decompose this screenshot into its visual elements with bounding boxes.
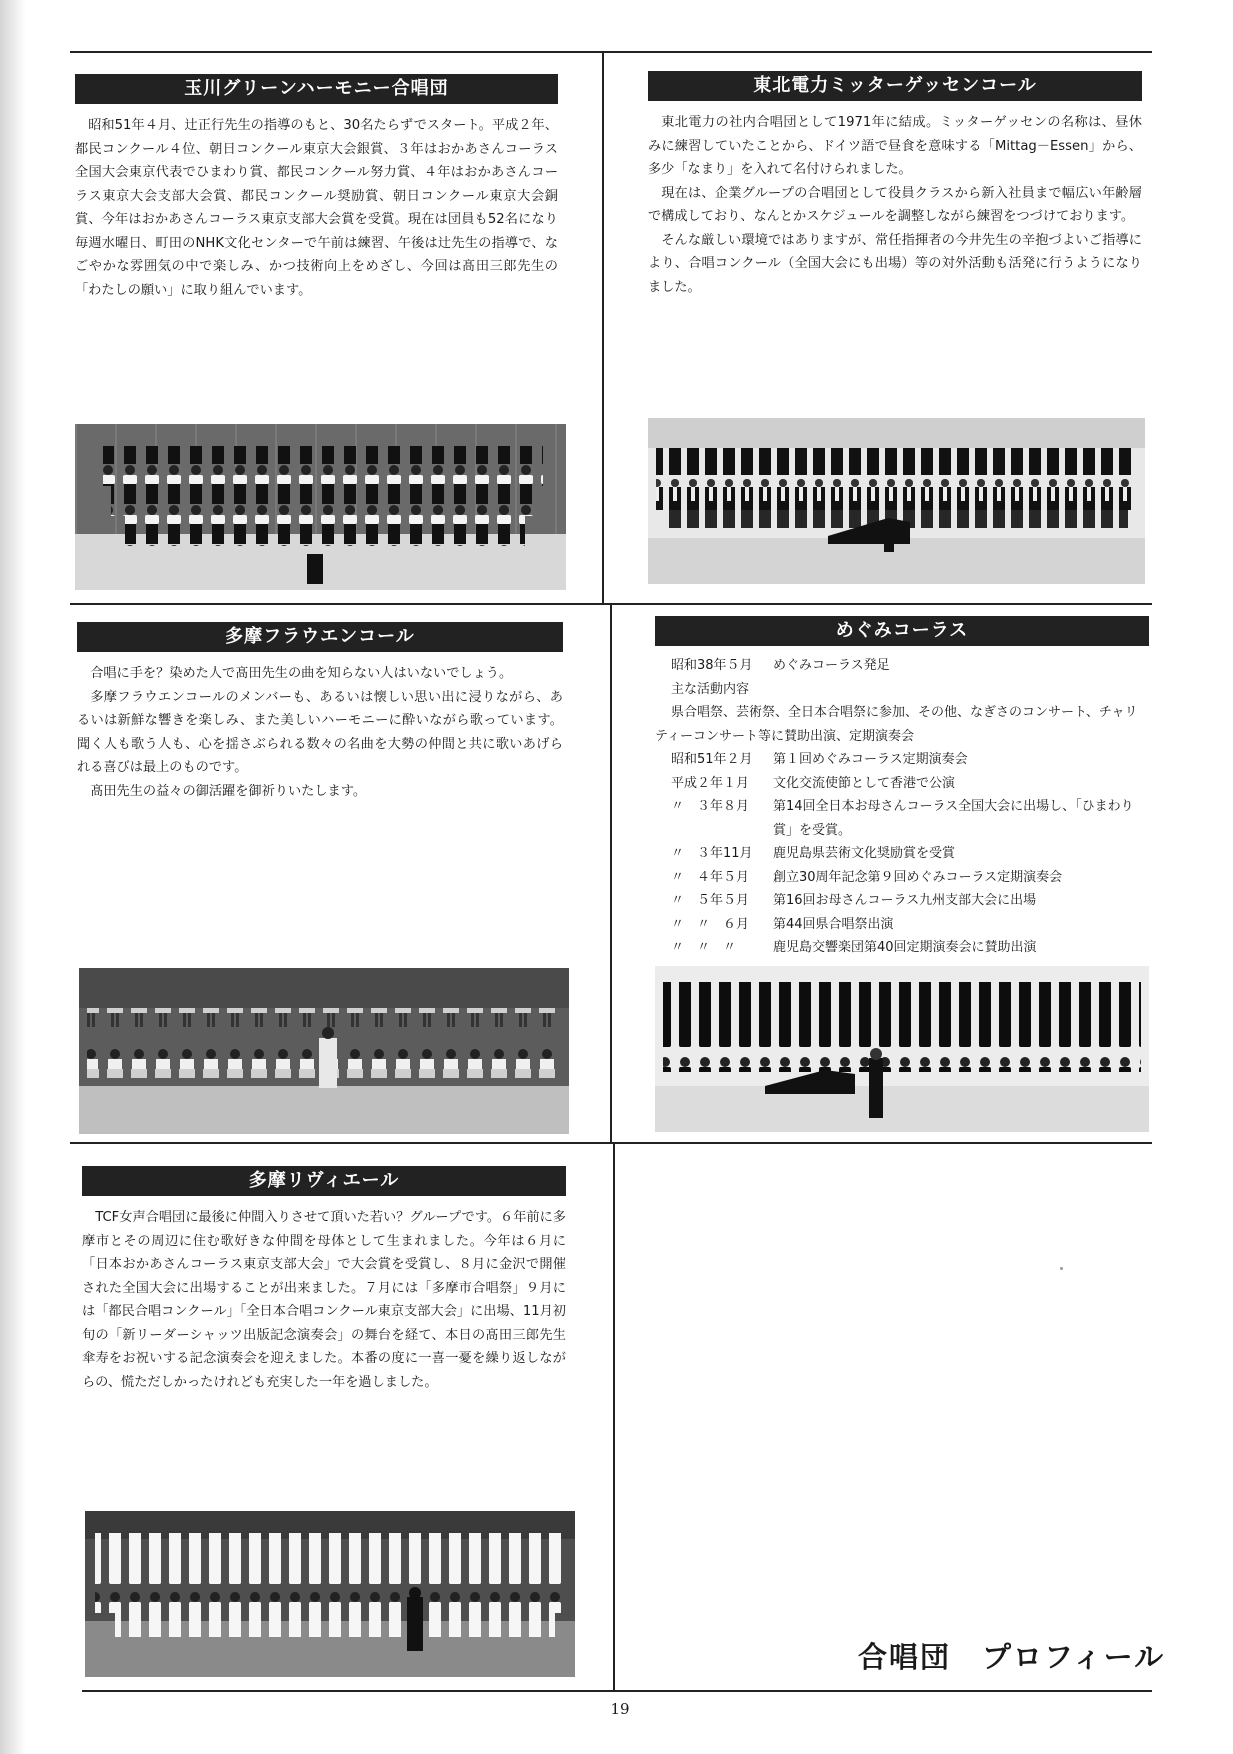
list-item [655, 913, 1149, 937]
paragraph: そんな厳しい環境ではありますが、常任指揮者の今井先生の辛抱づよいご指導により、合唱コンクール（全国大会にも出場）等の対外活動も活発に行うようになりました。 [648, 232, 1142, 295]
section-body [82, 1206, 566, 1394]
history-event: 第14回全日本お母さんコーラス全国大会に出場し、「ひまわり賞」を受賞。 [773, 799, 1134, 838]
section-title: 東北電力ミッターゲッセンコール [648, 71, 1142, 101]
paragraph: 現在は、企業グループの合唱団として役員クラスから新入社員まで幅広い年齢層で構成しており、なんとかスケジュールを調整しながら練習をつづけております。 [648, 185, 1142, 224]
history-event: 文化交流使節として香港で公演 [773, 775, 956, 791]
choir-photo-megumi [655, 966, 1149, 1132]
paragraph: 多摩フラウエンコールのメンバーも、あるいは懐しい思い出に浸りながら、あるいは新鮮な響きを楽しみ、また美しいハーモニーに酔いながら歌っています。聞く人も歌う人も、心を揺さぶられる数々の名曲を大勢の仲間と共に歌いあげられる喜びは最上のものです。 [77, 689, 563, 775]
history-event: 第１回めぐみコーラス定期演奏会 [773, 752, 968, 767]
history-event: めぐみコーラス発足 [773, 658, 890, 673]
history-date: 〃 〃 〃 [671, 940, 737, 955]
choir-photo-tohoku [648, 418, 1145, 584]
speck [1060, 1267, 1063, 1270]
section-title: 多摩リヴィエール [82, 1166, 566, 1196]
list-item [655, 936, 1149, 960]
history-event: 鹿児島交響楽団第40回定期演奏会に賛助出演 [773, 940, 1037, 955]
history-date: 昭和38年５月 [671, 658, 753, 673]
list-item [655, 866, 1149, 890]
history-event: 鹿児島県芸術文化奨励賞を受賞 [773, 846, 956, 861]
history-date: 昭和51年２月 [671, 752, 753, 767]
history-event: 第16回お母さんコーラス九州支部大会に出場 [773, 893, 1037, 908]
section-tohoku [648, 71, 1142, 299]
history-date: 〃 〃 ６月 [671, 916, 750, 932]
page-heading: 合唱団 プロフィール [858, 1640, 1166, 1674]
page-number: 19 [610, 1700, 630, 1718]
section-body [648, 111, 1142, 299]
paragraph: 髙田先生の益々の御活躍を御祈りいたします。 [90, 783, 367, 799]
section-title: 玉川グリーンハーモニー合唱団 [75, 74, 558, 104]
history-date: 〃 ５年５月 [671, 893, 750, 908]
list-item [655, 889, 1149, 913]
history-date: 〃 ３年８月 [671, 799, 750, 814]
column-divider-1 [602, 51, 604, 604]
page-edge-shadow [0, 0, 26, 1754]
section-title: 多摩フラウエンコール [77, 622, 563, 652]
paragraph: 昭和51年４月、辻正行先生の指導のもと、30名たらずでスタート。平成２年、都民コンクール４位、朝日コンクール東京大会銀賞、３年はおかあさんコーラス全国大会東京代表でひまわり賞、都民コンクール努力賞、４年はおかあさんコーラス東京大会支部大会賞、都民コンクール奨励賞、朝日コンクール東京大会銅賞、今年はおかあさんコーラス東京支部大会賞を受賞。現在は団員も52名になり毎週水曜日、町田のNHK文化センターで午前は練習、午後は辻先生の指導で、なごやかな雰囲気の中で楽しみ、かつ技術向上をめざし、今回は髙田三郎先生の「わたしの願い」に取り組んでいます。 [75, 118, 558, 298]
section-megumi [655, 616, 1149, 960]
list-item [655, 795, 1149, 842]
section-tama-frauen [77, 622, 563, 803]
section-body [77, 662, 563, 803]
paragraph: 合唱に手を？染めた人で髙田先生の曲を知らない人はいないでしょう。 [90, 666, 513, 681]
megumi-history [655, 654, 1149, 960]
top-rule [70, 51, 1152, 53]
paragraph: 東北電力の社内合唱団として1971年に結成。ミッターゲッセンの名称は、昼休みに練習していたことから、ドイツ語で昼食を意味する「Mittag－Essen」から、多少「なまり」を入れて名付けられました。 [648, 115, 1142, 177]
section-title: めぐみコーラス [655, 616, 1149, 646]
column-divider-2 [610, 603, 612, 1143]
bottom-rule [82, 1690, 1152, 1692]
section-tama-rivieres [82, 1166, 566, 1394]
section-tamagawa [75, 74, 558, 302]
history-event: 第44回県合唱祭出演 [773, 916, 894, 932]
choir-photo-tama-rivieres [85, 1511, 575, 1677]
column-divider-3 [613, 1142, 615, 1690]
history-event: 創立30周年記念第９回めぐみコーラス定期演奏会 [773, 869, 1063, 885]
history-date: 平成２年１月 [671, 775, 750, 791]
choir-photo-tama-frauen [79, 968, 569, 1134]
paragraph: TCF女声合唱団に最後に仲間入りさせて頂いた若い？グループです。６年前に多摩市とその周辺に住む歌好きな仲間を母体として生まれました。今年は６月に「日本おかあさんコーラス東京支部大会」で大会賞を受賞し、８月に金沢で開催された全国大会に出場することが出来ました。７月には「多摩市合唱祭」９月には「都民合唱コンクール」「全日本合唱コンクール東京支部大会」に出場、11月初旬の「新リーダーシャッツ出版記念演奏会」の舞台を経て、本日の髙田三郎先生傘寿をお祝いする記念演奏会を迎えました。本番の度に一喜一憂を繰り返しながらの、慌ただしかったけれども充実した一年を過しました。 [82, 1210, 566, 1390]
list-item [655, 748, 1149, 772]
list-item [655, 842, 1149, 866]
list-item [655, 772, 1149, 796]
history-date: 〃 ４年５月 [671, 869, 750, 885]
section-body [75, 114, 558, 302]
history-date: 〃 ３年11月 [671, 846, 753, 861]
activities-label: 主な活動内容 [671, 681, 750, 697]
choir-photo-tamagawa [75, 424, 566, 590]
activities-text: 県合唱祭、芸術祭、全日本合唱祭に参加、その他、なぎさのコンサート、チャリティーコンサート等に賛助出演、定期演奏会 [655, 705, 1138, 744]
list-item [655, 654, 1149, 678]
